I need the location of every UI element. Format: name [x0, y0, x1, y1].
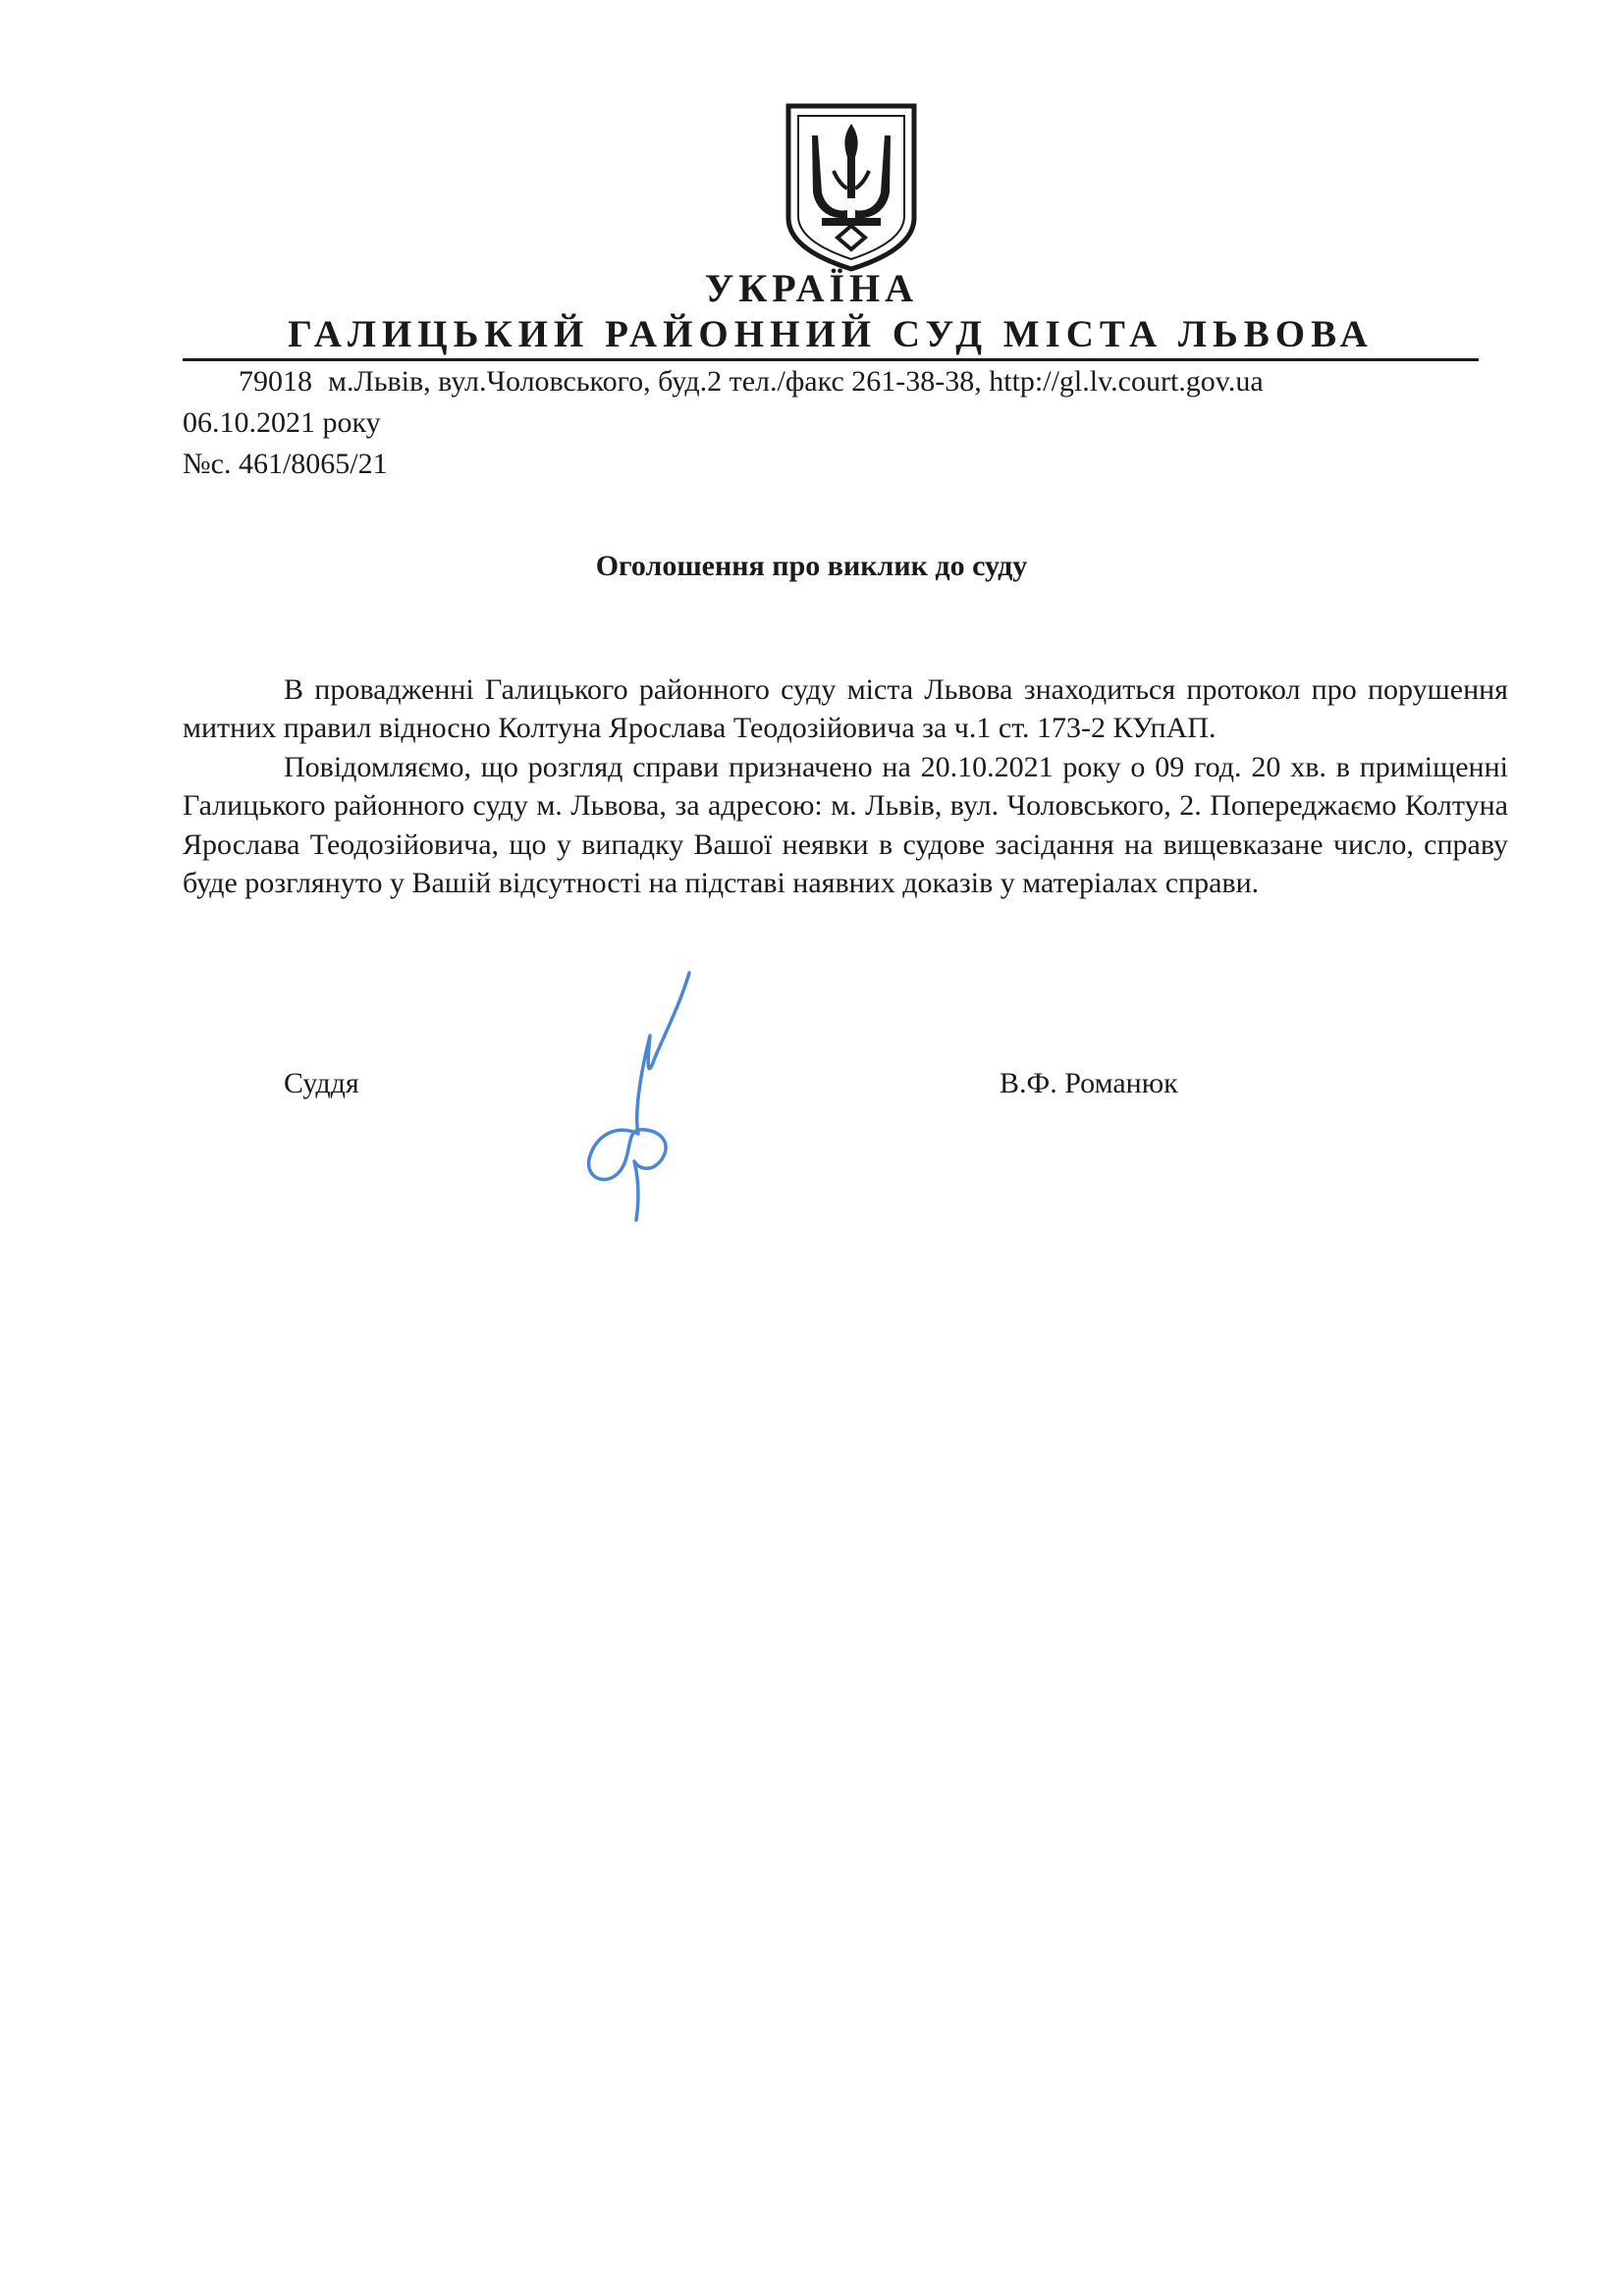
court-name-heading: ГАЛИЦЬКИЙ РАЙОННИЙ СУД МІСТА ЛЬВОВА: [288, 313, 1374, 355]
document-body: [183, 670, 1508, 902]
document-date: 06.10.2021 року: [183, 406, 381, 439]
court-address: [239, 365, 1264, 399]
judge-name: В.Ф. Романюк: [1000, 1067, 1178, 1099]
body-paragraph: В провадженні Галицького районного суду міста Львова знаходиться протокол про порушення митних правил відносно Колтуна Ярослава Теодозійовича за ч.1 ст. 173-2 КУпАП.: [183, 673, 1508, 745]
body-paragraph: Повідомляємо, що розгляд справи призначено на 20.10.2021 року о 09 год. 20 хв. в приміщенні Галицького районного суду м. Львова, за адресою: м. Львів, вул. Чоловського, 2. Попереджаємо Колтуна Ярослава Теодозійовича, що у випадку Вашої неявки в судове засідання на вищевказане число, справу буде розглянуто у Вашій відсутності на підставі наявних доказів у матеріалах справи.: [183, 750, 1508, 900]
address-line: м.Львів, вул.Чоловського, буд.2 тел./факс 261-38-38, http://gl.lv.court.gov.ua: [328, 365, 1264, 398]
postcode: 79018: [239, 365, 312, 398]
country-heading: УКРАЇНА: [704, 266, 919, 310]
case-number: №с. 461/8065/21: [183, 448, 388, 480]
header-divider: [183, 358, 1479, 361]
coat-of-arms-icon: [783, 102, 920, 273]
handwritten-signature: [569, 967, 717, 1222]
judge-role-label: Суддя: [284, 1067, 359, 1099]
document-title: Оголошення про виклик до суду: [595, 550, 1028, 582]
